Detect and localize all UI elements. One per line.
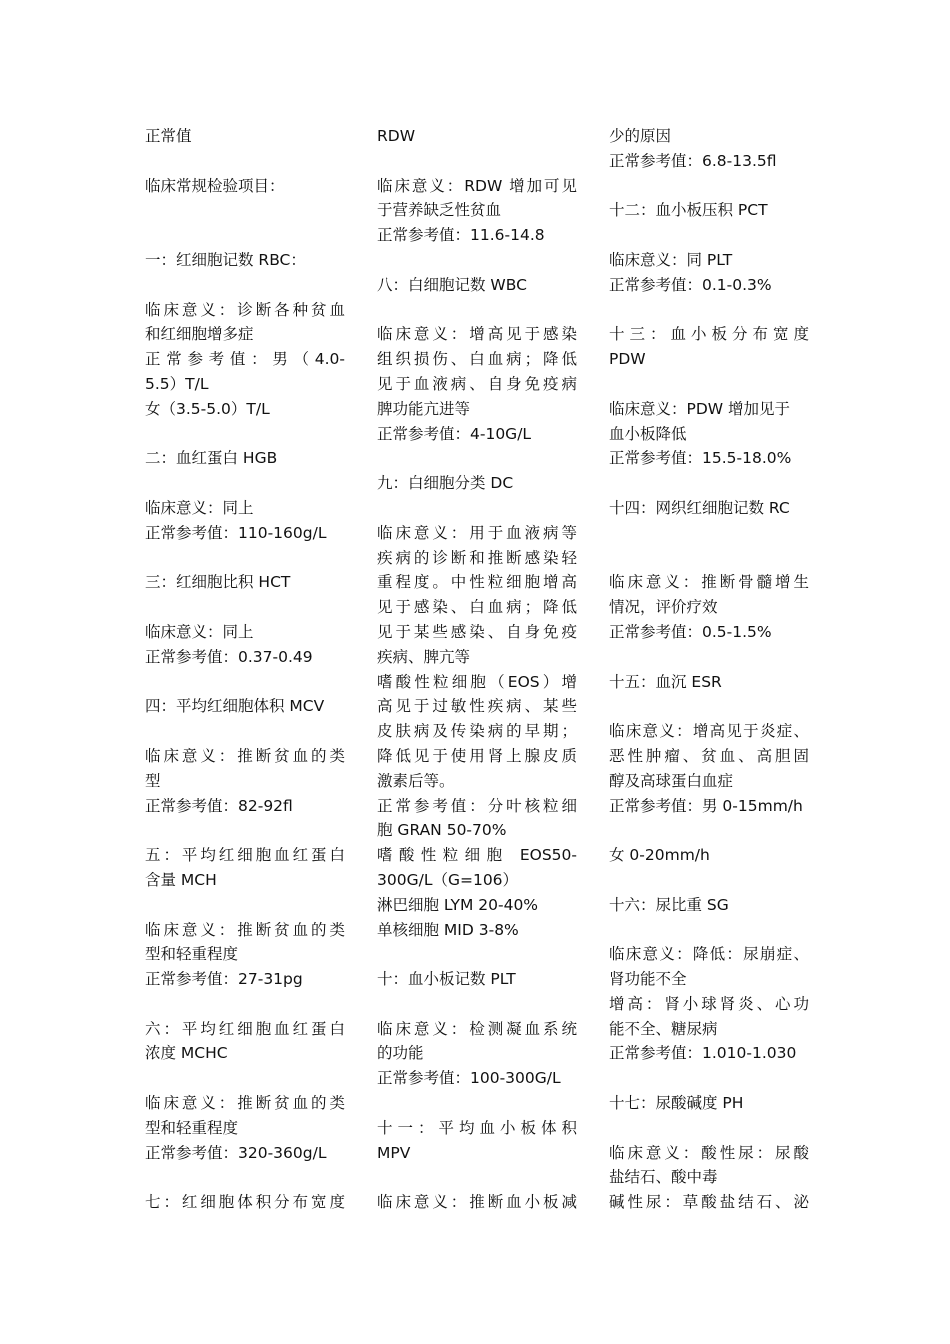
blank-line bbox=[145, 273, 345, 298]
text-line: 情况，评价疗效 bbox=[609, 598, 718, 617]
text-line: 能不全、糖尿病 bbox=[609, 1019, 718, 1038]
text-line: 正常参考值：27-31pg bbox=[145, 970, 303, 989]
text-line: 临床意义：PDW 增加见于 bbox=[609, 399, 791, 418]
text-line: 正常参考值：0.37-0.49 bbox=[145, 647, 313, 666]
text-line: 临床意义：推断贫血的类 bbox=[145, 1094, 345, 1113]
blank-line bbox=[377, 992, 577, 1017]
blank-line bbox=[145, 1066, 345, 1091]
text-line: 十一：平均血小板体积 bbox=[377, 1118, 577, 1137]
text-line: 见于某些感染、自身免疫 bbox=[377, 622, 577, 641]
text-line: 型和轻重程度 bbox=[145, 1118, 239, 1137]
text-line: 正常参考值：11.6-14.8 bbox=[377, 226, 545, 245]
text-line: 正常参考值：分叶核粒细 bbox=[377, 796, 577, 815]
text-line: 正常参考值：男（4.0- bbox=[145, 350, 345, 369]
blank-line bbox=[609, 1066, 809, 1091]
text-line: 临床意义：降低：尿崩症、 bbox=[609, 945, 809, 964]
blank-line bbox=[377, 248, 577, 273]
blank-line bbox=[145, 1165, 345, 1190]
text-line: 十：血小板记数 PLT bbox=[377, 970, 516, 989]
text-line: 十五：血沉 ESR bbox=[609, 672, 722, 691]
text-line: 含量 MCH bbox=[145, 870, 217, 889]
text-line: 正常参考值：4-10G/L bbox=[377, 424, 532, 443]
text-line: 十四：网织红细胞记数 RC bbox=[609, 498, 790, 517]
text-line: 三：红细胞比积 HCT bbox=[145, 573, 291, 592]
blank-line bbox=[145, 422, 345, 447]
text-line: RDW bbox=[377, 127, 416, 145]
blank-line bbox=[609, 694, 809, 719]
text-line: 临床意义：诊断各种贫血 bbox=[145, 300, 345, 319]
text-line: 临床意义：同 PLT bbox=[609, 250, 733, 269]
text-line: 临床意义：酸性尿：尿酸 bbox=[609, 1143, 809, 1162]
text-line: 十二：血小板压积 PCT bbox=[609, 201, 768, 220]
text-line: 临床意义：推断骨髓增生 bbox=[609, 573, 809, 592]
blank-line bbox=[145, 546, 345, 571]
text-line: 见于感染、白血病；降低 bbox=[377, 598, 577, 617]
blank-line bbox=[609, 372, 809, 397]
text-line: 十三：血小板分布宽度 bbox=[609, 325, 809, 344]
blank-line bbox=[145, 818, 345, 843]
text-line: 临床意义：增高见于炎症、 bbox=[609, 722, 809, 741]
text-line: 增高：肾小球肾炎、心功 bbox=[609, 994, 809, 1013]
blank-line bbox=[609, 918, 809, 943]
text-line: 正常参考值：6.8-13.5fl bbox=[609, 151, 777, 170]
text-line: 临床意义：用于血液病等 bbox=[377, 523, 577, 542]
text-line: 临床常规检验项目： bbox=[145, 176, 285, 195]
text-line: 临床意义：推断贫血的类 bbox=[145, 746, 345, 765]
text-line: 见于血液病、自身免疫病 bbox=[377, 374, 577, 393]
blank-line bbox=[609, 645, 809, 670]
blank-line bbox=[609, 298, 809, 323]
text-line: 九：白细胞分类 DC bbox=[377, 474, 514, 493]
blank-line bbox=[145, 595, 345, 620]
blank-line bbox=[377, 496, 577, 521]
text-line: 的功能 bbox=[377, 1044, 424, 1063]
text-line: 嗜酸性粒细胞（EOS）增 bbox=[377, 672, 577, 691]
text-line: 一：红细胞记数 RBC： bbox=[145, 250, 306, 269]
blank-line bbox=[377, 149, 577, 174]
text-line: 正常参考值：320-360g/L bbox=[145, 1143, 327, 1162]
text-line: 五：平均红细胞血红蛋白 bbox=[145, 846, 345, 865]
blank-line bbox=[377, 446, 577, 471]
text-line: 正常参考值：82-92fl bbox=[145, 796, 293, 815]
blank-line bbox=[609, 546, 809, 571]
text-line: 盐结石、酸中毒 bbox=[609, 1168, 718, 1187]
text-column-left bbox=[145, 124, 345, 1215]
text-line: 正常参考值：0.5-1.5% bbox=[609, 622, 772, 641]
blank-line bbox=[609, 818, 809, 843]
text-line: 临床意义：推断贫血的类 bbox=[145, 920, 345, 939]
text-line: 型和轻重程度 bbox=[145, 945, 239, 964]
blank-line bbox=[145, 223, 345, 248]
text-line: 重程度。中性粒细胞增高 bbox=[377, 573, 577, 592]
text-line: 正常参考值：1.010-1.030 bbox=[609, 1044, 797, 1063]
blank-line bbox=[377, 298, 577, 323]
text-line: 降低见于使用肾上腺皮质 bbox=[377, 746, 577, 765]
text-line: 少的原因 bbox=[609, 127, 672, 145]
text-line: 胞 GRAN 50-70% bbox=[377, 821, 507, 840]
text-line: 临床意义：同上 bbox=[145, 498, 254, 517]
text-line: 临床意义：推断血小板减 bbox=[377, 1193, 577, 1212]
text-line: 高见于过敏性疾病、某些 bbox=[377, 697, 577, 716]
text-line: 二：血红蛋白 HGB bbox=[145, 449, 278, 468]
text-line: 临床意义：同上 bbox=[145, 622, 254, 641]
text-line: 七：红细胞体积分布宽度 bbox=[145, 1193, 345, 1212]
blank-line bbox=[377, 942, 577, 967]
text-line: 疾病的诊断和推断感染轻 bbox=[377, 548, 577, 567]
blank-line bbox=[145, 471, 345, 496]
text-line: 血小板降低 bbox=[609, 424, 687, 443]
text-line: 组织损伤、白血病；降低 bbox=[377, 350, 577, 369]
text-line: 淋巴细胞 LYM 20-40% bbox=[377, 895, 539, 914]
text-column-middle bbox=[377, 124, 577, 1215]
text-line: 正常参考值：100-300G/L bbox=[377, 1069, 561, 1088]
text-line: 正常参考值：110-160g/L bbox=[145, 523, 327, 542]
blank-line bbox=[145, 719, 345, 744]
blank-line bbox=[609, 174, 809, 199]
blank-line bbox=[145, 893, 345, 918]
text-line: 300G/L（G=106） bbox=[377, 870, 519, 889]
text-line: 恶性肿瘤、贫血、高胆固 bbox=[609, 746, 809, 765]
text-line: 正常值 bbox=[145, 127, 192, 145]
text-line: 5.5）T/L bbox=[145, 374, 209, 393]
text-line: 正常参考值：15.5-18.0% bbox=[609, 449, 792, 468]
blank-line bbox=[145, 149, 345, 174]
blank-line bbox=[145, 198, 345, 223]
text-line: 临床意义：RDW 增加可见 bbox=[377, 176, 577, 195]
text-line: 浓度 MCHC bbox=[145, 1044, 228, 1063]
text-line: 和红细胞增多症 bbox=[145, 325, 254, 344]
text-line: 正常参考值：男 0-15mm/h bbox=[609, 796, 803, 815]
blank-line bbox=[145, 670, 345, 695]
text-line: 十七：尿酸碱度 PH bbox=[609, 1094, 744, 1113]
text-line: 女 0-20mm/h bbox=[609, 846, 710, 865]
blank-line bbox=[145, 992, 345, 1017]
text-line: 疾病、脾亢等 bbox=[377, 647, 471, 666]
blank-line bbox=[609, 868, 809, 893]
text-line: 女（3.5-5.0）T/L bbox=[145, 399, 270, 418]
text-line: 醇及高球蛋白血症 bbox=[609, 771, 734, 790]
text-line: 于营养缺乏性贫血 bbox=[377, 201, 502, 220]
text-line: 临床意义：增高见于感染 bbox=[377, 325, 577, 344]
text-line: 六：平均红细胞血红蛋白 bbox=[145, 1019, 345, 1038]
text-line: 碱性尿：草酸盐结石、泌 bbox=[609, 1193, 809, 1212]
text-line: 肾功能不全 bbox=[609, 970, 687, 989]
text-line: 脾功能亢进等 bbox=[377, 399, 471, 418]
text-column-right bbox=[609, 124, 809, 1215]
text-line: 临床意义：检测凝血系统 bbox=[377, 1019, 577, 1038]
text-line: 单核细胞 MID 3-8% bbox=[377, 920, 519, 939]
blank-line bbox=[377, 1165, 577, 1190]
blank-line bbox=[609, 1116, 809, 1141]
text-line: 八：白细胞记数 WBC bbox=[377, 275, 527, 294]
text-line: 型 bbox=[145, 771, 161, 790]
text-line: 嗜酸性粒细胞 EOS50- bbox=[377, 846, 577, 865]
text-line: PDW bbox=[609, 350, 646, 369]
text-line: MPV bbox=[377, 1143, 411, 1162]
text-line: 正常参考值：0.1-0.3% bbox=[609, 275, 772, 294]
text-line: 激素后等。 bbox=[377, 771, 455, 790]
text-line: 十六：尿比重 SG bbox=[609, 895, 729, 914]
blank-line bbox=[609, 223, 809, 248]
blank-line bbox=[609, 521, 809, 546]
blank-line bbox=[377, 1091, 577, 1116]
blank-line bbox=[609, 471, 809, 496]
text-line: 四：平均红细胞体积 MCV bbox=[145, 697, 325, 716]
text-line: 皮肤病及传染病的早期； bbox=[377, 722, 577, 741]
